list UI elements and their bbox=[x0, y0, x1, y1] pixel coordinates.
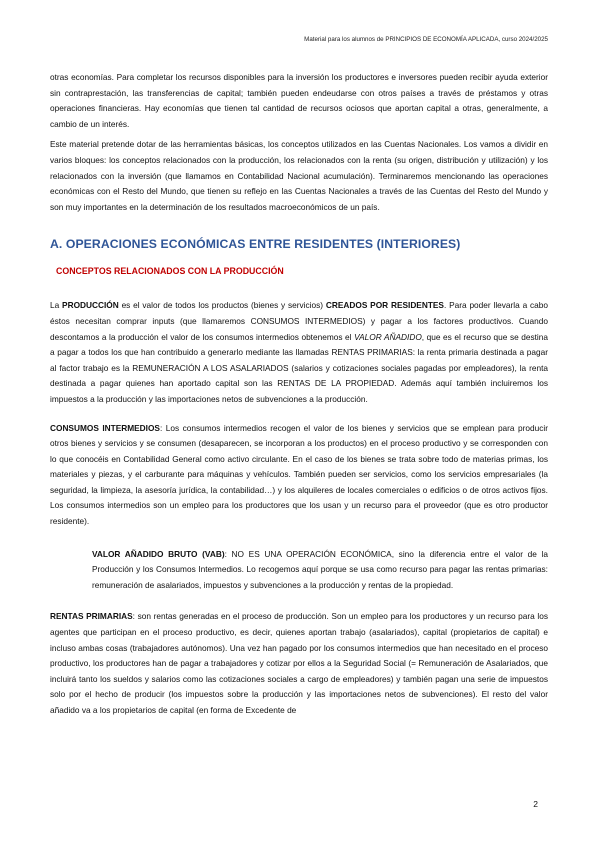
produccion-text-3: . Para poder llevarla a cabo éstos necesitan comprar inputs (que llamaremos CONSUMOS INTERMEDIOS) y pagar a los factores productivos. Cuando descontamos a la producción el valor de los consumos intermedios obtenemos el bbox=[50, 300, 548, 342]
rentas-paragraph bbox=[50, 609, 548, 718]
produccion-paragraph bbox=[50, 298, 548, 407]
intro-paragraph-1: otras economías. Para completar los recursos disponibles para la inversión los productores e inversores pueden recibir ayuda exterior sin contraprestación, las transferencias de capital; también pueden endeudarse con otros países a través de préstamos y otras operaciones financieras. Hay economías que tienen tal cantidad de recursos ociosos que aportan capital a otras, generalmente, a cambio de un interés. bbox=[50, 72, 548, 129]
intro-paragraph-2: Este material pretende dotar de las herramientas básicas, los conceptos utilizados en las Cuentas Nacionales. Los vamos a dividir en varios bloques: los conceptos relacionados con la producción, los relacionados con la renta (su origen, distribución y utilización) y los relacionados con la inversión (que llamamos en Contabilidad Nacional acumulación). Terminaremos mencionando las operaciones económicas con el Resto del Mundo, que tienen su reflejo en las Cuentas Nacionales a través de las Cuentas del Resto del Mundo y son muy importantes en la determinación de los resultados macroeconómicos de un país. bbox=[50, 139, 548, 212]
produccion-text-2: es el valor de todos los productos (bienes y servicios) bbox=[118, 300, 326, 311]
rentas-term: RENTAS PRIMARIAS bbox=[50, 611, 133, 622]
valor-anadido-term: VALOR AÑADIDO bbox=[354, 331, 422, 342]
vab-text: : NO ES UNA OPERACIÓN ECONÓMICA, sino la diferencia entre el valor de la Producción y los Consumos Intermedios. Lo recogemos aquí porque se usa como recurso para pagar las rentas primarias: remuneración de asalariados, impuestos y subvenciones a la producción y rentas de la propiedad. bbox=[92, 548, 548, 590]
rentas-text: : son rentas generadas en el proceso de producción. Son un empleo para los productores y un recurso para los agentes que participan en el proceso productivo, es decir, quienes aportan trabajo (asalariados), capital (propietarios de capital) e incluso ambas cosas (trabajadores autónomos). Una vez han pagado por los consumos intermedios que han necesitado en el proceso productivo, los productores han de pagar a trabajadores y cotizar por ellos a la Seguridad Social (= Remuneración de Asalariados, que incluirá tanto los sueldos y salarios como las cotizaciones sociales a cargo de empleadores) y también pagan una serie de impuestos solo por el hecho de producir (los impuestos sobre la producción y las importaciones netos de subvenciones). El resto del valor añadido va a los propietarios de capital (en forma de Excedente de bbox=[50, 611, 549, 715]
consumos-term: CONSUMOS INTERMEDIOS bbox=[50, 422, 160, 433]
consumos-text: : Los consumos intermedios recogen el valor de los bienes y servicios que se emplean para producir otros bienes y servicios y se consumen (desaparecen, se incorporan a los productos) en el proceso productivo y se corresponden con lo que conocéis en Contabilidad General como activo circulante. En el caso de los bienes se trata sobre todo de materias primas, los materiales y piezas, y el carburante para máquinas y vehículos. También pueden ser servicios, como los servicios empresariales (la seguridad, la limpieza, la asesoría jurídica, la contabilidad…) y los alquileres de locales comerciales o edificios o de otros activos fijos. Los consumos intermedios son un empleo para los productores que los usan y un recurso para el proveedor (que es otro productor residente). bbox=[50, 422, 548, 527]
vab-term: VALOR AÑADIDO BRUTO (VAB) bbox=[92, 548, 225, 559]
produccion-term: PRODUCCIÓN bbox=[62, 300, 119, 311]
subsection-heading: CONCEPTOS RELACIONADOS CON LA PRODUCCIÓN bbox=[56, 266, 284, 277]
page-header: Material para los alumnos de PRINCIPIOS DE ECONOMÍA APLICADA, curso 2024/2025 bbox=[304, 36, 548, 43]
section-heading: A. OPERACIONES ECONÓMICAS ENTRE RESIDENTES (INTERIORES) bbox=[50, 237, 461, 252]
page-body bbox=[50, 70, 548, 719]
vab-paragraph bbox=[92, 547, 548, 594]
consumos-paragraph bbox=[50, 421, 548, 530]
produccion-text-1: La bbox=[50, 300, 63, 311]
page-number: 2 bbox=[533, 799, 538, 809]
creados-term: CREADOS POR RESIDENTES bbox=[325, 300, 444, 311]
produccion-text-4: , que es el recurso que se destina a pagar a todos los que han contribuido a generarlo mediante las llamadas RENTAS PRIMARIAS: la renta primaria destinada a pagar al factor trabajo es la REMUNERACIÓN A LOS ASALARIADOS (salarios y cotizaciones sociales pagadas por empleadores), la renta destinada a pagar quienes han aportado capital son las RENTAS DE LA PROPIEDAD. Además aquí también incluiremos los impuestos a la producción y las importaciones netos de subvenciones a la producción. bbox=[50, 331, 549, 404]
